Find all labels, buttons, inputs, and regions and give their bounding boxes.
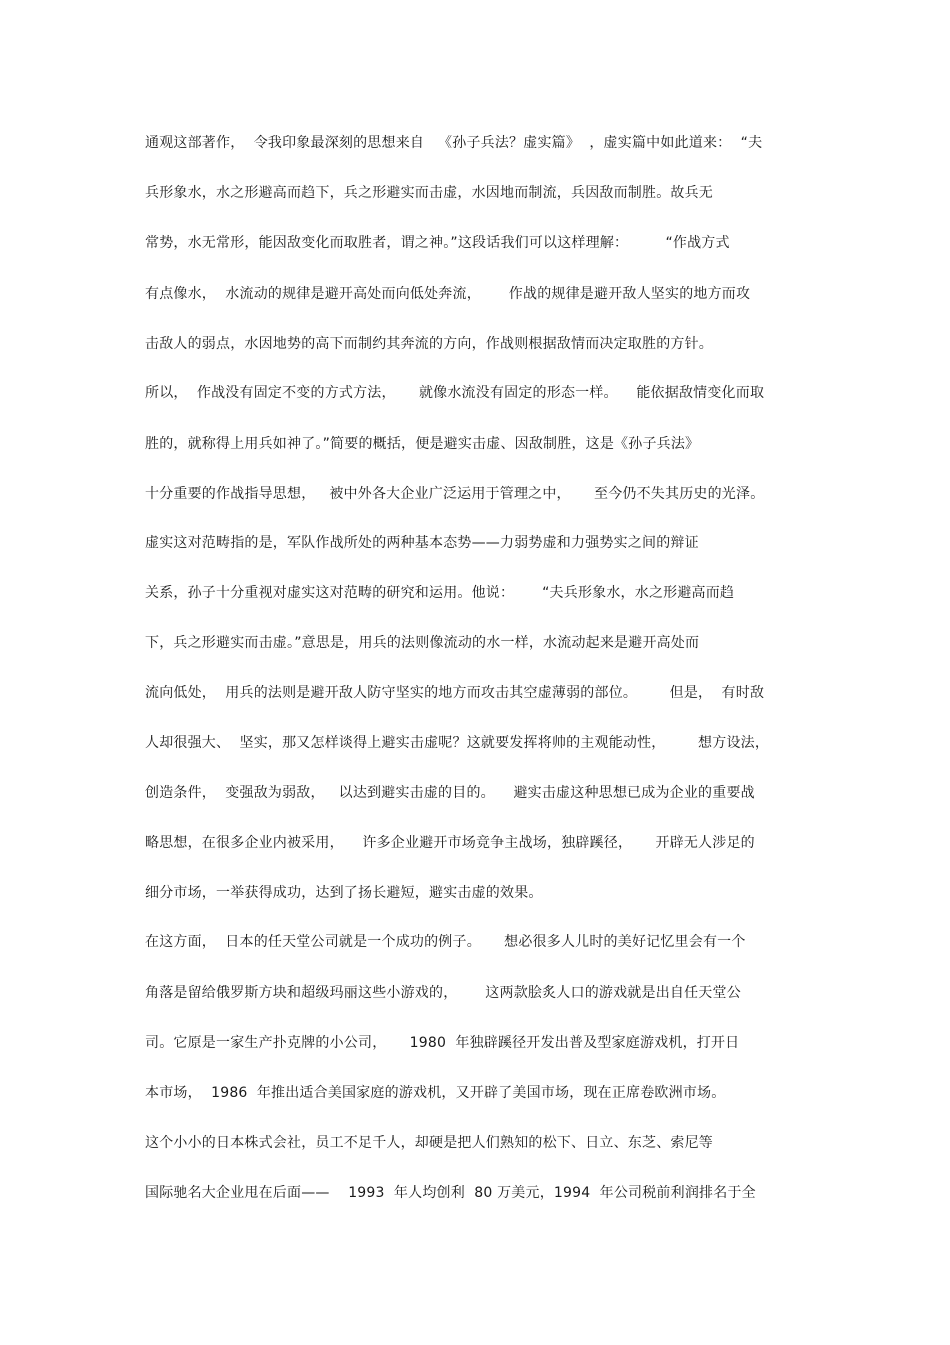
text-line: 创造条件， 变强敌为弱敌， 以达到避实击虚的目的。 避实击虚这种思想已成为企业的重要战 <box>145 785 755 801</box>
text-line: 关系，孙子十分重视对虚实这对范畴的研究和运用。他说： “夫兵形象水，水之形避高而趋 <box>145 585 735 601</box>
text-line: 略思想，在很多企业内被采用， 许多企业避开市场竞争主战场，独辟蹊径， 开辟无人涉足的 <box>145 835 755 851</box>
text-line: 下，兵之形避实而击虚。”意思是，用兵的法则像流动的水一样，水流动起来是避开高处而 <box>145 635 700 651</box>
text-line: 胜的，就称得上用兵如神了。”简要的概括，便是避实击虚、因敌制胜，这是《孙子兵法》 <box>145 436 700 452</box>
text-line: 击敌人的弱点，水因地势的高下而制约其奔流的方向，作战则根据敌情而决定取胜的方针。 <box>145 336 713 352</box>
text-line: 常势，水无常形，能因敌变化而取胜者，谓之神。”这段话我们可以这样理解： “作战方式 <box>145 235 730 251</box>
text-line: 流向低处， 用兵的法则是避开敌人防守坚实的地方而攻击其空虚薄弱的部位。 但是， 有时敌 <box>145 685 765 701</box>
text-line: 人却很强大、 坚实，那又怎样谈得上避实击虚呢？这就要发挥将帅的主观能动性， 想方设法， <box>145 735 770 751</box>
text-line: 司。它原是一家生产扑克牌的小公司， 1980 年独辟蹊径开发出普及型家庭游戏机，打开日 <box>145 1035 740 1051</box>
text-line: 细分市场，一举获得成功，达到了扬长避短，避实击虚的效果。 <box>145 885 543 901</box>
text-line: 十分重要的作战指导思想， 被中外各大企业广泛运用于管理之中， 至今仍不失其历史的光泽。 <box>145 486 765 502</box>
text-line: 有点像水， 水流动的规律是避开高处而向低处奔流， 作战的规律是避开敌人坚实的地方而攻 <box>145 286 751 302</box>
text-line: 角落是留给俄罗斯方块和超级玛丽这些小游戏的， 这两款脍炙人口的游戏就是出自任天堂公 <box>145 985 741 1001</box>
text-line: 在这方面， 日本的任天堂公司就是一个成功的例子。 想必很多人儿时的美好记忆里会有一个 <box>145 934 746 950</box>
text-line: 国际驰名大企业甩在后面—— 1993 年人均创利 80 万美元，1994 年公司税前利润排名于全 <box>145 1185 756 1201</box>
text-line: 本市场， 1986 年推出适合美国家庭的游戏机，又开辟了美国市场，现在正席卷欧洲市场。 <box>145 1085 726 1101</box>
text-line: 兵形象水，水之形避高而趋下，兵之形避实而击虚，水因地而制流，兵因敌而制胜。故兵无 <box>145 185 713 201</box>
text-line: 所以， 作战没有固定不变的方式方法， 就像水流没有固定的形态一样。 能依据敌情变化而取 <box>145 385 765 401</box>
text-line: 虚实这对范畴指的是，军队作战所处的两种基本态势——力弱势虚和力强势实之间的辩证 <box>145 535 699 551</box>
text-line: 这个小小的日本株式会社，员工不足千人，却硬是把人们熟知的松下、日立、东芝、索尼等 <box>145 1135 713 1151</box>
text-line: 通观这部著作， 令我印象最深刻的思想来自 《孙子兵法？虚实篇》 ，虚实篇中如此道来： “夫 <box>145 135 763 151</box>
